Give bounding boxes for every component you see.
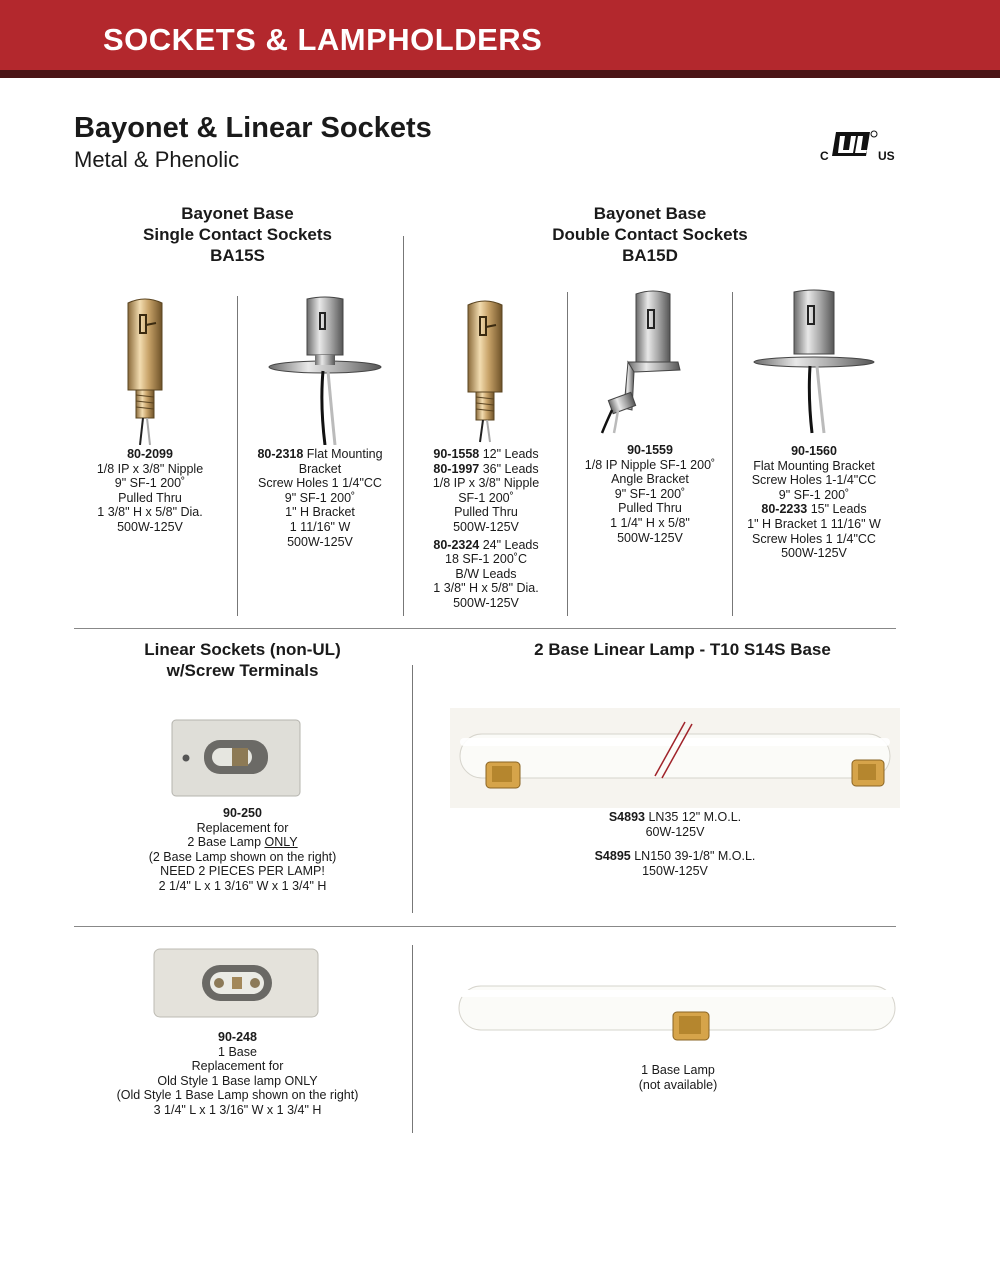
linear-socket-icon (152, 947, 320, 1019)
bracket-socket-icon (265, 295, 385, 445)
divider-horizontal (74, 926, 896, 927)
page-title: Bayonet & Linear Sockets (74, 112, 432, 144)
linear-socket-image-90-250 (170, 718, 302, 803)
product-80-2318: 80-2318 Flat Mounting Bracket Screw Holes 1 1/4"CC 9" SF-1 200˚ 1" H Bracket 1 11/16" W 500W-125V (257, 447, 383, 549)
linear-lamp-icon (455, 980, 900, 1050)
product-90-248: 90-248 1 Base Replacement for Old Style 1 Base lamp ONLY (Old Style 1 Base Lamp shown on the right) 3 1/4" L x 1 3/16" W x 1 3/4" H (116, 1030, 359, 1117)
brass-socket-icon (110, 295, 180, 445)
product-90-1558: 90-1558 12" Leads 80-1997 36" Leads 1/8 IP x 3/8" Nipple SF-1 200˚ Pulled Thru 500W-125V 80-2324 24" Leads 18 SF-1 200˚C B/W Leads 1 3/8" H x 5/8" Dia. 500W-125V (432, 447, 540, 610)
linear-lamp-icon (450, 708, 900, 808)
divider-vertical (732, 292, 733, 616)
product-1-base-lamp: 1 Base Lamp (not available) (638, 1063, 718, 1092)
linear-lamp-image-2-base (450, 708, 900, 813)
ul-certification-logo (818, 126, 902, 164)
angle-bracket-socket-icon (598, 288, 698, 438)
linear-socket-image-90-248 (152, 947, 320, 1024)
section-double-contact-header: Bayonet Base Double Contact Sockets BA15D (552, 204, 748, 265)
divider-vertical (237, 296, 238, 616)
header-banner-shadow (0, 70, 1000, 78)
divider-vertical (412, 945, 413, 1133)
svg-text:US: US (878, 149, 895, 163)
socket-image-90-1560 (752, 288, 882, 443)
section-single-contact-header: Bayonet Base Single Contact Sockets BA15S (143, 204, 332, 265)
socket-image-90-1558 (450, 297, 520, 452)
bracket-socket-icon (752, 288, 882, 438)
socket-image-80-2099 (110, 295, 180, 450)
socket-image-80-2318 (265, 295, 385, 450)
divider-vertical (412, 665, 413, 913)
page-subtitle: Metal & Phenolic (74, 147, 240, 172)
svg-text:C: C (820, 149, 829, 163)
banner-title: SOCKETS & LAMPHOLDERS (103, 22, 543, 57)
product-80-2099: 80-2099 1/8 IP x 3/8" Nipple 9" SF-1 200˚ Pulled Thru 1 3/8" H x 5/8" Dia. 500W-125V (96, 447, 204, 534)
divider-vertical (567, 292, 568, 616)
linear-lamp-image-1-base (455, 980, 900, 1055)
product-90-1560: 90-1560 Flat Mounting Bracket Screw Holes 1-1/4"CC 9" SF-1 200˚ 80-2233 15" Leads 1" H Bracket 1 11/16" W Screw Holes 1 1/4"CC 500W-125V (747, 444, 881, 561)
product-S4893-S4895: S4893 LN35 12" M.O.L. 60W-125V S4895 LN150 39-1/8" M.O.L. 150W-125V (594, 810, 756, 878)
section-linear-sockets-header: Linear Sockets (non-UL) w/Screw Terminals (144, 640, 341, 680)
brass-socket-icon (450, 297, 520, 447)
ul-cus-listed-mark-icon (818, 126, 902, 164)
section-linear-lamp-header: 2 Base Linear Lamp - T10 S14S Base (534, 640, 831, 659)
divider-horizontal (74, 628, 896, 629)
product-90-250: 90-250 Replacement for 2 Base Lamp ONLY (2 Base Lamp shown on the right) NEED 2 PIECES PER LAMP! 2 1/4" L x 1 3/16" W x 1 3/4" H (148, 806, 337, 893)
linear-socket-icon (170, 718, 302, 798)
socket-image-90-1559 (598, 288, 698, 443)
divider-vertical (403, 236, 404, 616)
product-90-1559: 90-1559 1/8 IP Nipple SF-1 200˚ Angle Bracket 9" SF-1 200˚ Pulled Thru 1 1/4" H x 5/8" 500W-125V (584, 443, 716, 545)
